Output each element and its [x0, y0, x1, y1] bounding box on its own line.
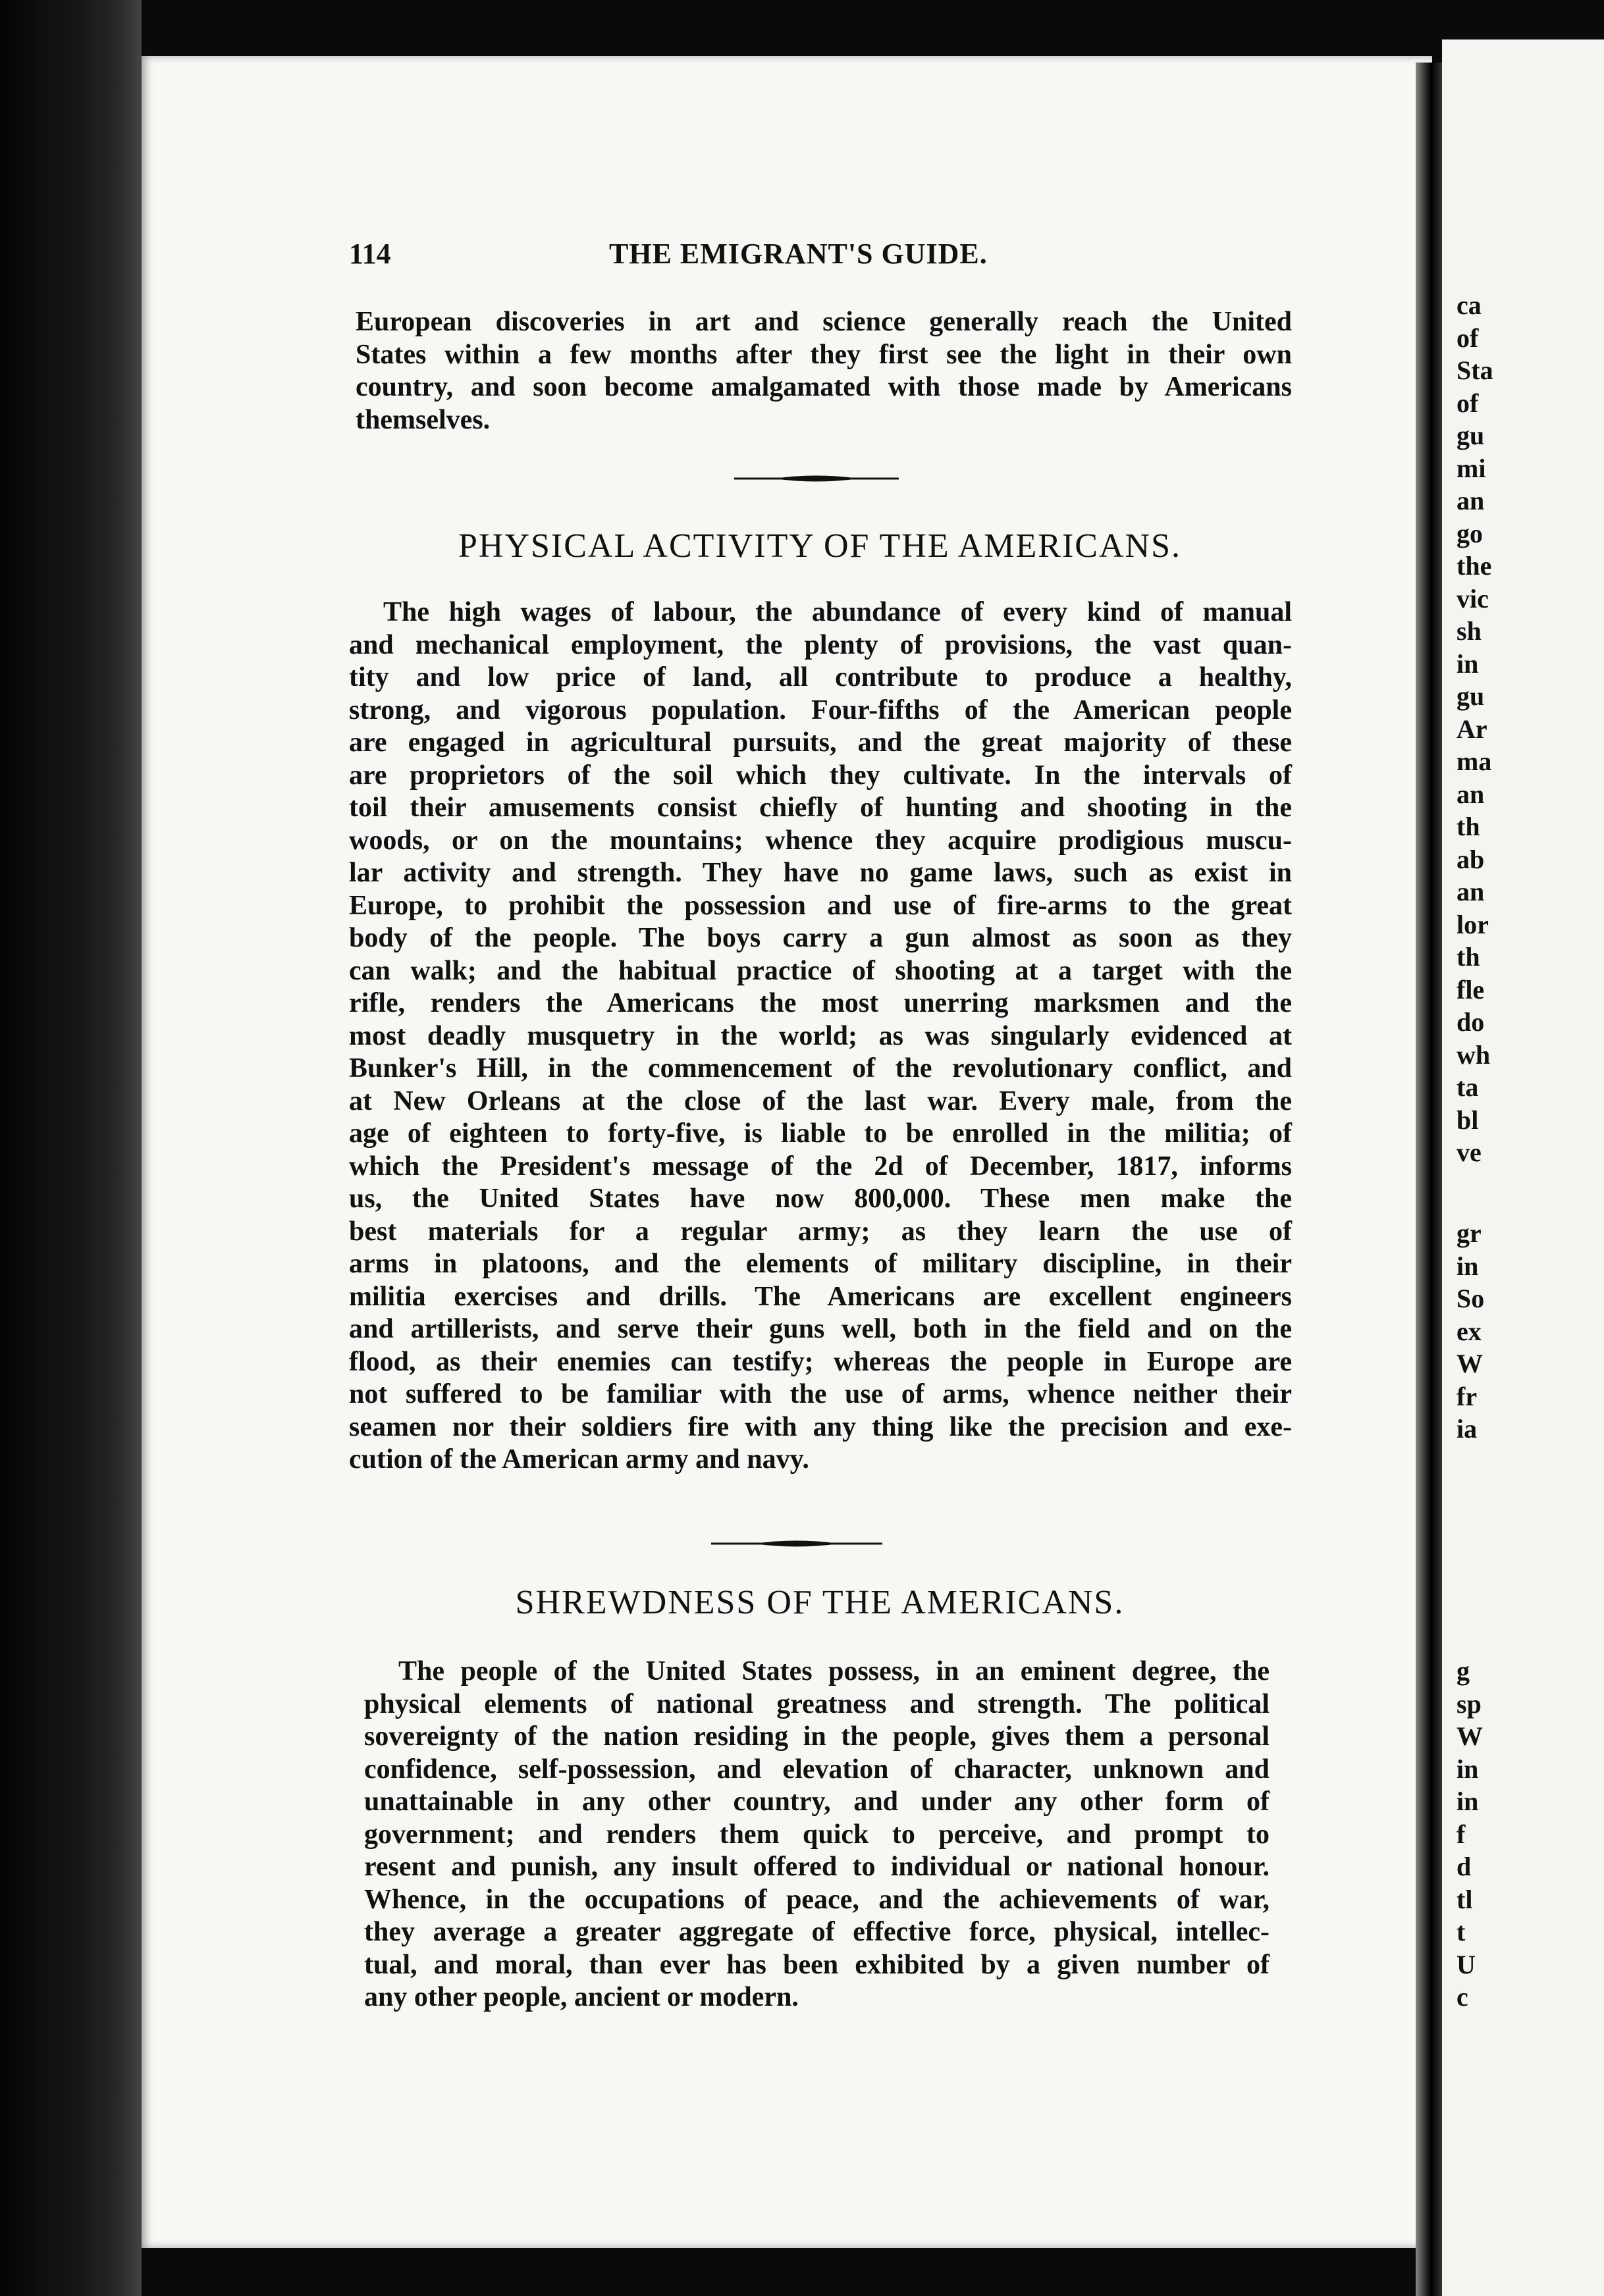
running-head: THE EMIGRANT'S GUIDE.	[609, 238, 988, 270]
text-line: are engaged in agricultural pursuits, and the great majority of these	[349, 727, 1292, 758]
facing-page-text-fragment: wh	[1457, 1039, 1491, 1070]
facing-page-text-fragment: in	[1457, 648, 1479, 679]
text-line: they average a greater aggregate of effective force, physical, intellec-	[364, 1917, 1270, 1947]
text-line: age of eighteen to forty-five, is liable to be enrolled in the militia; of	[349, 1118, 1292, 1149]
facing-page-text-fragment: gu	[1457, 421, 1485, 450]
page-header	[349, 237, 1264, 283]
text-line: themselves.	[356, 404, 491, 435]
text-line: sovereignty of the nation residing in the people, gives them a personal	[364, 1721, 1270, 1752]
facing-page-text-fragment: in	[1457, 1787, 1479, 1816]
facing-page-text-fragment: th	[1457, 812, 1480, 841]
facing-page-text-fragment: ex	[1457, 1316, 1482, 1346]
facing-page-text-fragment: fr	[1457, 1381, 1478, 1411]
text-line: any other people, ancient or modern.	[364, 1982, 799, 2012]
facing-page-text-fragment: in	[1457, 1754, 1479, 1784]
left-book-edge	[0, 0, 142, 2296]
text-line: us, the United States have now 800,000. These men make the	[349, 1184, 1292, 1214]
facing-page-text-fragment: the	[1457, 551, 1492, 581]
section-divider-ornament	[734, 474, 899, 483]
text-line: not suffered to be familiar with the use of arms, whence neither their	[349, 1379, 1292, 1409]
section-body-physical-activity	[349, 596, 1292, 1476]
text-line: seamen nor their soldiers fire with any thing like the precision and exe-	[349, 1411, 1292, 1442]
text-line: European discoveries in art and science generally reach the United	[356, 307, 1292, 337]
facing-page-text-fragment: vic	[1457, 583, 1489, 613]
facing-page-text-fragment: sp	[1457, 1688, 1482, 1719]
facing-page-text-fragment: ca	[1457, 290, 1482, 320]
facing-page-text-fragment: of	[1457, 323, 1479, 353]
facing-page-text-fragment: Ar	[1457, 714, 1487, 744]
text-line: rifle, renders the Americans the most unerring marksmen and the	[349, 988, 1292, 1018]
text-line: The high wages of labour, the abundance of every kind of manual	[383, 597, 1292, 627]
facing-page-edge	[1442, 39, 1604, 2296]
facing-page-text-fragment: U	[1457, 1949, 1476, 1979]
text-line: unattainable in any other country, and under any other form of	[364, 1787, 1270, 1817]
facing-page-text-fragment: W	[1457, 1349, 1483, 1378]
facing-page-text-fragment: an	[1457, 877, 1485, 906]
text-line: Bunker's Hill, in the commencement of the revolutionary conflict, and	[349, 1053, 1292, 1083]
text-line: most deadly musquetry in the world; as was singularly evidenced at	[349, 1020, 1292, 1051]
text-line: are proprietors of the soil which they cultivate. In the intervals of	[349, 760, 1292, 791]
text-line: militia exercises and drills. The Americans are excellent engineers	[349, 1281, 1292, 1312]
facing-page-text-fragment: fle	[1457, 974, 1485, 1004]
facing-page-text-fragment: go	[1457, 518, 1483, 548]
facing-page-text-fragment: sh	[1457, 616, 1482, 646]
section-heading-physical-activity: PHYSICAL ACTIVITY OF THE AMERICANS.	[458, 527, 1182, 565]
facing-page-text-fragment: of	[1457, 388, 1479, 418]
facing-page-text-fragment: d	[1457, 1852, 1472, 1881]
text-line: arms in platoons, and the elements of military discipline, in their	[349, 1249, 1292, 1279]
text-line: government; and renders them quick to perceive, and prompt to	[364, 1819, 1270, 1850]
text-line: tity and low price of land, all contribute to produce a healthy,	[349, 662, 1292, 692]
facing-page-text-fragment: W	[1457, 1721, 1483, 1751]
facing-page-text-fragment: mi	[1457, 453, 1486, 483]
facing-page-text-fragment: tl	[1457, 1884, 1473, 1914]
text-line: tual, and moral, than ever has been exhibited by a given number of	[364, 1949, 1270, 1980]
facing-page-text-fragment: ia	[1457, 1414, 1478, 1444]
facing-page-text-fragment: Sta	[1457, 355, 1493, 385]
text-line: States within a few months after they first see the light in their own	[356, 339, 1292, 370]
text-line: best materials for a regular army; as they learn the use of	[349, 1216, 1292, 1247]
facing-page-text-fragment: t	[1457, 1917, 1466, 1946]
text-line: woods, or on the mountains; whence they acquire prodigious muscu-	[349, 825, 1292, 856]
facing-page-text-fragment: f	[1457, 1819, 1466, 1849]
text-line: confidence, self-possession, and elevation of character, unknown and	[364, 1754, 1270, 1785]
text-line: strong, and vigorous population. Four-fifths of the American people	[349, 694, 1292, 725]
facing-page-text-fragment: in	[1457, 1251, 1479, 1281]
text-line: and mechanical employment, the plenty of provisions, the vast quan-	[349, 629, 1292, 660]
facing-page-text-fragment: c	[1457, 1982, 1468, 2012]
text-line: body of the people. The boys carry a gun almost as soon as they	[349, 923, 1292, 953]
text-line: country, and soon become amalgamated with those made by Americans	[356, 372, 1292, 402]
facing-page-text-fragment: bl	[1457, 1105, 1479, 1135]
text-line: and artillerists, and serve their guns well, both in the field and on the	[349, 1314, 1292, 1344]
page-number: 114	[349, 238, 391, 270]
facing-page-text-fragment: an	[1457, 486, 1485, 515]
text-line: can walk; and the habitual practice of shooting at a target with the	[349, 955, 1292, 986]
facing-page-text-fragment: g	[1457, 1656, 1470, 1686]
section-heading-shrewdness: SHREWDNESS OF THE AMERICANS.	[515, 1584, 1125, 1621]
facing-page-text-fragment: ab	[1457, 844, 1485, 874]
facing-page-text-fragment: ve	[1457, 1137, 1482, 1167]
facing-page-text-fragment: gr	[1457, 1218, 1482, 1248]
section-divider-ornament	[711, 1539, 882, 1548]
facing-page-text-fragment: ta	[1457, 1072, 1479, 1102]
continuation-paragraph	[356, 306, 1292, 436]
book-gutter	[1416, 63, 1442, 2296]
facing-page-text-fragment: lor	[1457, 909, 1489, 939]
text-line: Europe, to prohibit the possession and use of fire-arms to the great	[349, 890, 1292, 921]
text-line: The people of the United States possess, in an eminent degree, the	[398, 1656, 1270, 1686]
text-line: physical elements of national greatness and strength. The political	[364, 1688, 1270, 1719]
section-body-shrewdness	[364, 1656, 1270, 2014]
facing-page-text-fragment: gu	[1457, 681, 1485, 711]
facing-page-text-fragment: an	[1457, 779, 1485, 809]
text-line: toil their amusements consist chiefly of hunting and shooting in the	[349, 793, 1292, 823]
text-line: Whence, in the occupations of peace, and the achievements of war,	[364, 1884, 1270, 1915]
text-line: lar activity and strength. They have no game laws, such as exist in	[349, 858, 1292, 888]
facing-page-text-fragment: do	[1457, 1007, 1485, 1037]
text-line: flood, as their enemies can testify; whereas the people in Europe are	[349, 1346, 1292, 1377]
text-line: at New Orleans at the close of the last war. Every male, from the	[349, 1085, 1292, 1116]
text-line: resent and punish, any insult offered to individual or national honour.	[364, 1852, 1270, 1882]
facing-page-text-fragment: ma	[1457, 746, 1492, 776]
text-line: which the President's message of the 2d of December, 1817, informs	[349, 1151, 1292, 1182]
facing-page-text-fragment: th	[1457, 942, 1480, 972]
text-line: cution of the American army and navy.	[349, 1444, 809, 1474]
facing-page-text-fragment: So	[1457, 1284, 1485, 1313]
